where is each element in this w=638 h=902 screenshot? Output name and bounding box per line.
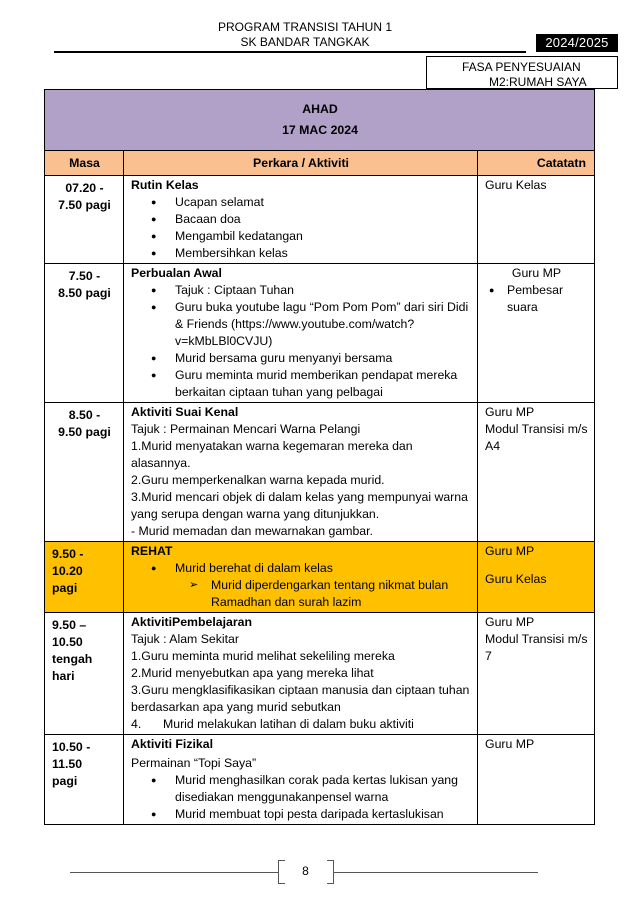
activity-title: AktivitiPembelajaran [131,615,252,629]
list-item: ● Bacaan doa [131,211,471,228]
schedule-table [44,89,595,825]
time-suffix: hari [52,669,75,683]
activity-line: Tajuk : Alam Sekitar [131,632,239,646]
table-row [45,264,595,403]
col-masa: Masa [45,151,124,176]
time-end: 10.50 [52,635,83,649]
activity-cell [124,176,478,264]
note-cell [478,735,595,825]
activity-cell [124,264,478,403]
activity-title: Perbualan Awal [131,266,222,280]
list-item: ● Murid berehat di dalam kelas [131,560,471,577]
activity-cell [124,613,478,735]
activity-title: Rutin Kelas [131,178,199,192]
table-row [45,403,595,542]
note-bullet: ● Pembesar suara [485,282,588,316]
list-item: ● Membersihkan kelas [131,245,471,262]
date-label: 17 MAC 2024 [282,123,358,137]
activity-subtitle: Permainan “Topi Saya” [131,756,257,770]
header-program: PROGRAM TRANSISI TAHUN 1 [217,20,393,34]
note-cell [478,176,595,264]
year-badge: 2024/2025 [536,34,618,52]
fasa-line1: FASA PENYESUAIAN [462,60,581,74]
note-text: Guru MP [485,405,535,419]
activity-cell [124,403,478,542]
time-start: 7.50 - [68,269,101,283]
time-end: 7.50 pagi [58,198,111,212]
activity-cell [124,735,478,825]
fasa-line2: M2:RUMAH SAYA [489,75,587,89]
header-school: SK BANDAR TANGKAK [240,35,370,49]
activity-title: Aktiviti Fizikal [131,737,214,751]
note-cell [478,542,595,613]
time-end: 9.50 pagi [58,425,111,439]
day-header [45,90,595,151]
note-cell [478,613,595,735]
activity-line: - Murid memadan dan mewarnakan gambar. [131,524,373,538]
list-item: ● Guru meminta murid memberikan pendapat mereka berkaitan ciptaan tuhan yang pelbagai [131,367,471,401]
list-item: ● Murid menghasilkan corak pada kertas lukisan yang disediakan menggunakanpensel warna [131,772,471,806]
note-text: Modul Transisi m/s A4 [485,422,588,453]
time-suffix: pagi [52,581,78,595]
time-suffix: pagi [52,774,78,788]
activity-line [131,716,471,733]
activity-list [131,194,471,262]
page-bracket-right [327,860,334,884]
time-cell [45,613,124,735]
list-item: ● Murid membuat topi pesta daripada kertaslukisan [131,806,471,823]
time-cell [45,542,124,613]
time-suffix: tengah [52,652,93,666]
activity-line: 1.Murid menyatakan warna kegemaran mereka dan alasannya. [131,439,413,470]
list-item: ● Ucapan selamat [131,194,471,211]
sub-list [131,577,471,611]
list-item: ● Mengambil kedatangan [131,228,471,245]
activity-title: Aktiviti Suai Kenal [131,405,239,419]
activity-line: 2.Murid menyebutkan apa yang mereka lihat [131,666,374,680]
column-header-row [45,151,595,176]
activity-list [131,772,471,823]
item-number: 4. [131,717,142,731]
activity-line: 2.Guru memperkenalkan warna kepada murid. [131,473,385,487]
time-cell [45,176,124,264]
time-cell [45,735,124,825]
activity-line: 3.Guru mengklasifikasikan ciptaan manusia dan ciptaan tuhan berdasarkan apa yang murid sebutkan [131,683,470,714]
note-cell [478,264,595,403]
time-start: 8.50 - [68,408,101,422]
table-row-rehat [45,542,595,613]
time-cell [45,264,124,403]
time-cell [45,403,124,542]
time-start: 9.50 – [52,618,87,632]
page-number: 8 [302,864,309,878]
activity-line: 1.Guru meminta murid melihat sekeliling mereka [131,649,395,663]
activity-cell [124,542,478,613]
list-item: ● Guru buka youtube lagu “Pom Pom Pom” dari siri Didi & Friends (https://www.youtube.com/watch?v=kMbLBl0CVJU) [131,299,471,350]
activity-list [131,282,471,401]
list-item: ● Murid bersama guru menyanyi bersama [131,350,471,367]
time-end: 8.50 pagi [58,286,111,300]
col-catatan: Catatatn [478,151,595,176]
note-text: Guru MP [511,266,562,280]
time-start: 9.50 - [52,547,84,561]
activity-list [131,560,471,577]
col-aktiviti: Perkara / Aktiviti [124,151,478,176]
footer-rule-left [70,872,278,873]
note-text: Guru MP [485,615,535,629]
header-rule [54,51,526,53]
note-cell [478,403,595,542]
note-text: Guru MP [485,737,535,751]
note-text: Guru Kelas [485,572,547,586]
note-text: Guru Kelas [485,178,547,192]
time-start: 07.20 - [65,181,104,195]
activity-line: 3.Murid mencari objek di dalam kelas yang mempunyai warna yang serupa dengan warna yang ditunjukkan. [131,490,468,521]
table-row [45,176,595,264]
list-item: ● Tajuk : Ciptaan Tuhan [131,282,471,299]
time-end: 11.50 [52,757,83,771]
activity-line: Tajuk : Permainan Mencari Warna Pelangi [131,422,361,436]
time-end: 10.20 [52,564,83,578]
item-text: Murid melakukan latihan di dalam buku aktiviti [163,717,414,731]
table-row [45,735,595,825]
activity-title: REHAT [131,544,173,558]
note-text: Modul Transisi m/s 7 [485,632,588,663]
footer-rule-right [334,872,538,873]
fasa-box [426,56,618,89]
day-label: AHAD [302,102,338,116]
note-text: Guru MP [485,544,535,558]
table-row [45,613,595,735]
list-item: ➢ Murid diperdengarkan tentang nikmat bulan Ramadhan dan surah lazim [131,577,471,611]
time-start: 10.50 - [52,740,91,754]
